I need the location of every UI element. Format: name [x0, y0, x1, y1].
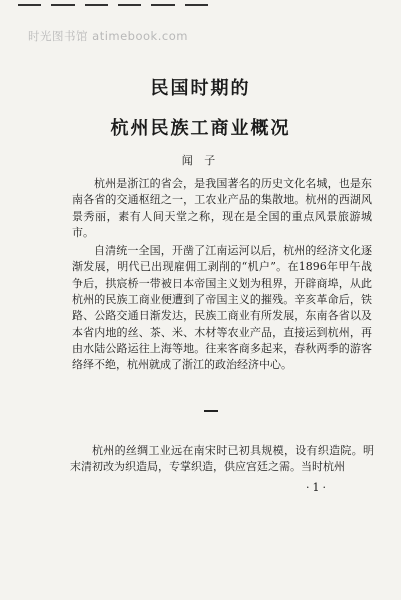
- border-dash: [151, 4, 174, 6]
- section-text: [70, 443, 374, 476]
- border-dash: [51, 4, 74, 6]
- border-dash: [85, 4, 108, 6]
- page-number: ·1·: [306, 481, 329, 494]
- border-dash: [185, 4, 208, 6]
- section-mark: [204, 410, 218, 412]
- page-title-line-1: 民国时期的: [150, 78, 251, 99]
- author: 闻 子: [181, 154, 220, 167]
- border-dash: [118, 4, 141, 6]
- intro-text: [72, 176, 372, 374]
- paragraph: 杭州是浙江的省会，是我国著名的历史文化名城，也是东南各省的交通枢纽之一，工农业产品的集散地。杭州的西湖风景秀丽，素有人间天堂之称，现在是全国的重点风景旅游城市。: [72, 177, 372, 239]
- watermark: 时光图书馆 atimebook.com: [28, 29, 188, 43]
- top-border-dashes: [18, 4, 208, 8]
- border-dash: [18, 4, 41, 6]
- paragraph: 杭州的丝绸工业远在南宋时已初具规模，设有织造院。明末清初改为织造局，专掌织造，供应宫廷之需。当时杭州: [70, 444, 374, 474]
- page-title-line-2: 杭州民族工商业概况: [110, 118, 291, 139]
- paragraph: 自清统一全国，开凿了江南运河以后，杭州的经济文化逐渐发展，明代已出现雇佣工剥削的“机户”。在1896年甲午战争后，拱宸桥一带被日本帝国主义划为租界，开辟商埠，从此杭州的民族工商业便遭到了帝国主义的摧残。辛亥革命后，铁路、公路交通日渐发达，民族工商业有所发展，东南各省以及本省内地的丝、茶、米、木材等农业产品，直接运到杭州，再由水陆公路运往上海等地。往来客商多起来，春秋两季的游客络绎不绝，杭州就成了浙江的政治经济中心。: [72, 244, 372, 372]
